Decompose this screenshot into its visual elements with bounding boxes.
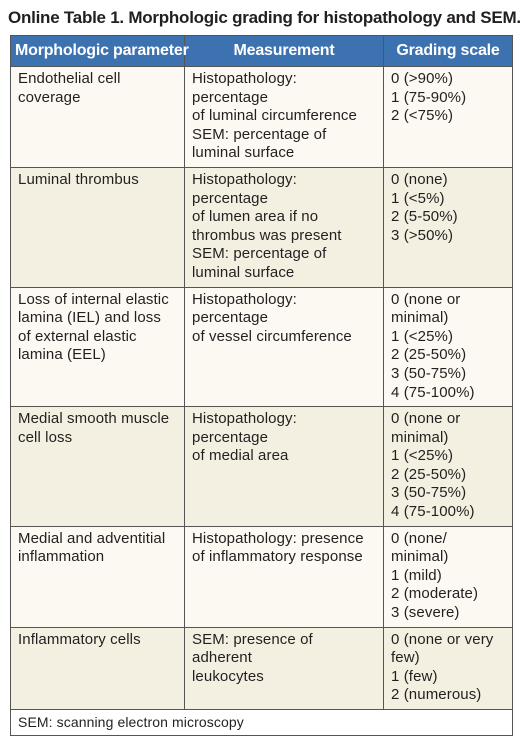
cell-text-line: 2 (numerous) [391, 686, 482, 704]
cell-text-line: 0 (none/ [391, 529, 447, 547]
table-row [11, 627, 513, 709]
cell-text-line: SEM: presence of adherent [192, 630, 313, 667]
cell-text-line: luminal surface [192, 144, 295, 162]
cell-text-line: of medial area [192, 447, 289, 465]
cell-text-line: Histopathology: presence [192, 529, 364, 547]
cell-text-line: 2 (25-50%) [391, 346, 467, 364]
cell-grading [384, 407, 513, 527]
cell-text-line: 3 (50-75%) [391, 364, 467, 382]
cell-text-line: 0 (>90%) [391, 70, 454, 87]
footnote: SEM: scanning electron microscopy [11, 710, 513, 736]
cell-parameter [11, 407, 185, 527]
grading-table-container [10, 35, 512, 736]
cell-grading [384, 627, 513, 709]
cell-text-line: minimal) [391, 309, 449, 327]
cell-grading [384, 526, 513, 627]
cell-text-line: of vessel circumference [192, 327, 352, 345]
cell-text-line: 1 (<5%) [391, 189, 445, 207]
cell-parameter [11, 167, 185, 287]
cell-text-line: lamina (IEL) and loss [18, 309, 161, 327]
cell-text-line: lamina (EEL) [18, 346, 106, 364]
cell-text-line: few) [391, 649, 420, 667]
cell-text-line: SEM: percentage of [192, 245, 327, 263]
cell-text-line: Inflammatory cells [18, 630, 141, 648]
cell-measurement [185, 407, 384, 527]
header-parameter: Morphologic parameter [11, 36, 185, 67]
table-row [11, 407, 513, 527]
cell-text-line: Luminal thrombus [18, 170, 139, 188]
cell-text-line: minimal) [391, 548, 449, 566]
cell-text-line: 0 (none or very [391, 630, 494, 648]
cell-grading [384, 67, 513, 168]
cell-grading [384, 287, 513, 407]
cell-text-line: cell loss [18, 428, 73, 446]
cell-text-line: 3 (>50%) [391, 226, 454, 244]
cell-text-line: 1 (mild) [391, 566, 442, 584]
cell-text-line: 1 (<25%) [391, 447, 454, 465]
table-row [11, 167, 513, 287]
cell-text-line: 4 (75-100%) [391, 383, 475, 401]
cell-text-line: coverage [18, 88, 81, 106]
cell-measurement [185, 627, 384, 709]
cell-text-line: 2 (moderate) [391, 585, 479, 603]
cell-parameter [11, 526, 185, 627]
cell-measurement [185, 167, 384, 287]
cell-text-line: 0 (none) [391, 170, 448, 188]
cell-text-line: 0 (none or [391, 410, 461, 428]
cell-text-line: Histopathology: percentage [192, 290, 297, 327]
cell-text-line: 1 (75-90%) [391, 88, 467, 106]
cell-text-line: Histopathology: percentage [192, 70, 297, 106]
table-caption: Online Table 1. Morphologic grading for histopathology and SEM. [8, 8, 521, 27]
cell-text-line: Medial smooth muscle [18, 410, 170, 428]
header-grading: Grading scale [384, 36, 513, 67]
cell-parameter [11, 627, 185, 709]
header-row [11, 36, 513, 67]
cell-text-line: leukocytes [192, 667, 264, 685]
cell-text-line: Medial and adventitial [18, 529, 166, 547]
cell-text-line: of inflammatory response [192, 548, 363, 566]
cell-text-line: 2 (5-50%) [391, 208, 458, 226]
cell-text-line: minimal) [391, 428, 449, 446]
cell-measurement [185, 287, 384, 407]
cell-text-line: Endothelial cell [18, 70, 121, 87]
table-row [11, 287, 513, 407]
cell-text-line: 1 (few) [391, 667, 438, 685]
cell-text-line: 1 (<25%) [391, 327, 454, 345]
header-measurement: Measurement [185, 36, 384, 67]
cell-text-line: Histopathology: percentage [192, 170, 297, 207]
cell-text-line: 4 (75-100%) [391, 503, 475, 521]
table-row [11, 67, 513, 168]
cell-text-line: luminal surface [192, 263, 295, 281]
table-row [11, 526, 513, 627]
cell-text-line: Histopathology: percentage [192, 410, 297, 446]
cell-text-line: thrombus was present [192, 226, 342, 244]
cell-parameter [11, 67, 185, 168]
cell-text-line: of lumen area if no [192, 208, 319, 226]
cell-text-line: SEM: percentage of [192, 125, 327, 143]
table-body [11, 67, 513, 710]
cell-text-line: inflammation [18, 548, 105, 566]
cell-text-line: 3 (50-75%) [391, 484, 467, 502]
grading-table [10, 35, 513, 736]
cell-text-line: Loss of internal elastic [18, 290, 169, 308]
cell-measurement [185, 526, 384, 627]
cell-text-line: 3 (severe) [391, 604, 460, 622]
cell-text-line: of luminal circumference [192, 107, 357, 125]
cell-parameter [11, 287, 185, 407]
cell-text-line: of external elastic [18, 327, 137, 345]
cell-grading [384, 167, 513, 287]
cell-text-line: 2 (25-50%) [391, 465, 467, 483]
cell-measurement [185, 67, 384, 168]
cell-text-line: 2 (<75%) [391, 107, 454, 125]
cell-text-line: 0 (none or [391, 290, 461, 308]
